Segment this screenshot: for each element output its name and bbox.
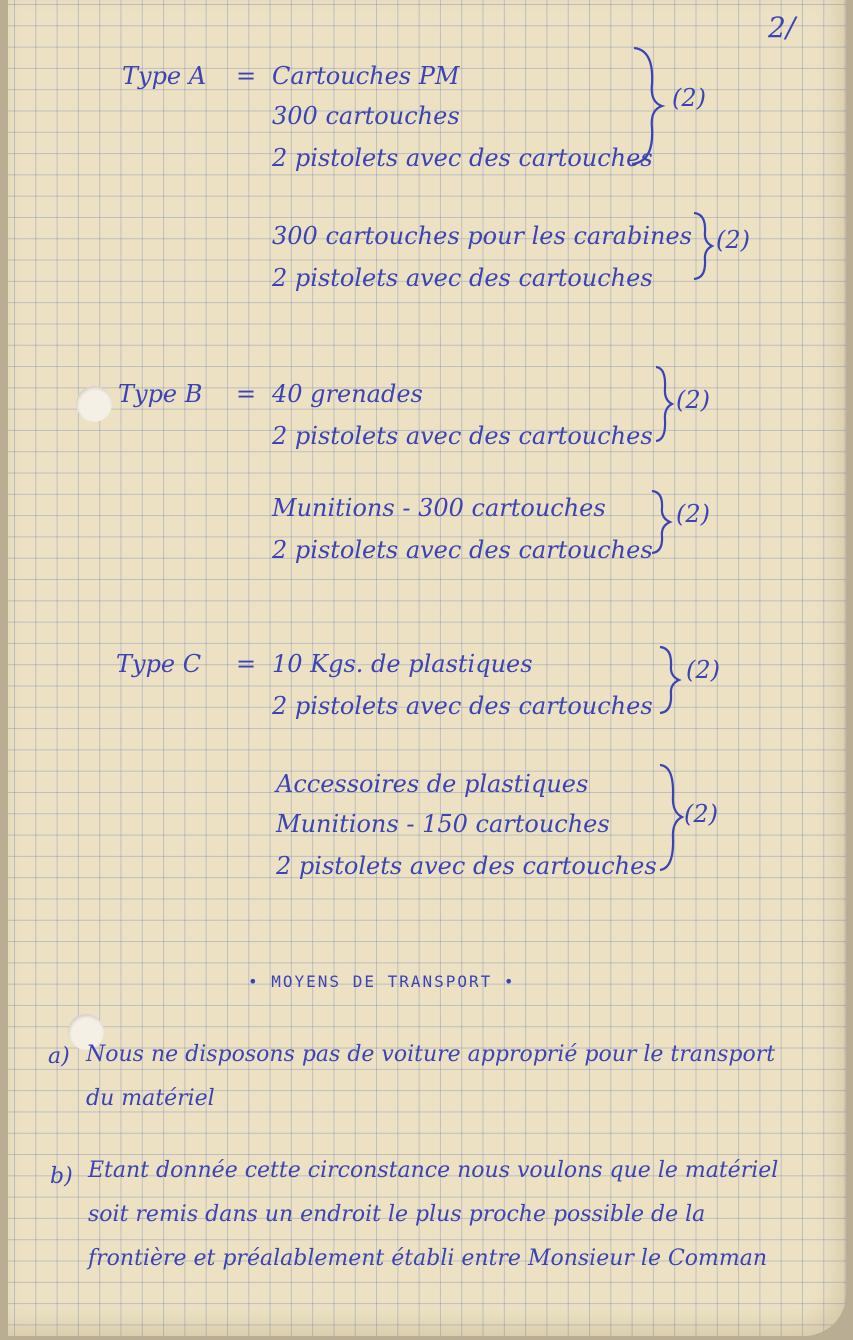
type-b-group-2-brace [648,488,674,556]
type-b-group-2-qty: (2) [676,500,710,528]
type-c-equals: = [236,650,257,678]
type-a-group-1-line-3: 2 pistolets avec des cartouches [272,144,653,172]
type-c-group-2-brace [656,762,686,874]
binder-hole [76,386,112,422]
type-c-group-1-line-1: 10 Kgs. de plastiques [272,650,533,678]
type-a-equals: = [236,62,257,90]
type-c-group-2-qty: (2) [684,800,718,828]
item-a-line-2: du matériel [86,1086,215,1111]
type-a-label: Type A [122,62,207,90]
type-b-group-1-line-2: 2 pistolets avec des cartouches [272,422,653,450]
type-a-group-1-line-2: 300 cartouches [272,102,460,130]
type-b-label: Type B [118,380,203,408]
type-c-group-1-line-2: 2 pistolets avec des cartouches [272,692,653,720]
type-b-group-1-brace [652,364,676,444]
item-b-marker: b) [50,1164,73,1189]
section-heading: • MOYENS DE TRANSPORT • [248,972,516,991]
type-c-label: Type C [116,650,202,678]
type-b-equals: = [236,380,257,408]
item-b-line-2: soit remis dans un endroit le plus proche possible de la [88,1202,706,1227]
type-b-group-1-line-1: 40 grenades [272,380,423,408]
type-a-group-2-qty: (2) [716,226,750,254]
type-a-group-1-brace [628,44,668,168]
type-c-group-1-qty: (2) [686,656,720,684]
type-a-group-1-qty: (2) [672,84,706,112]
type-a-group-2-brace [690,210,716,282]
type-a-group-2-line-1: 300 cartouches pour les carabines [272,222,692,250]
type-b-group-2-line-1: Munitions - 300 cartouches [272,494,606,522]
type-a-group-2-line-2: 2 pistolets avec des cartouches [272,264,653,292]
type-c-group-2-line-2: Munitions - 150 cartouches [276,810,610,838]
type-a-group-1-line-1: Cartouches PM [272,62,460,90]
type-c-group-1-brace [656,644,684,716]
type-c-group-2-line-1: Accessoires de plastiques [276,770,589,798]
item-a-marker: a) [48,1044,70,1069]
type-b-group-1-qty: (2) [676,386,710,414]
page-number: 2/ [768,11,796,44]
perforated-edge [0,0,12,1340]
item-b-line-3: frontière et préalablement établi entre Monsieur le Comman [88,1246,768,1271]
type-b-group-2-line-2: 2 pistolets avec des cartouches [272,536,653,564]
type-c-group-2-line-3: 2 pistolets avec des cartouches [276,852,657,880]
item-b-line-1: Etant donnée cette circonstance nous voulons que le matériel [88,1158,779,1183]
item-a-line-1: Nous ne disposons pas de voiture approprié pour le transport [86,1042,776,1067]
